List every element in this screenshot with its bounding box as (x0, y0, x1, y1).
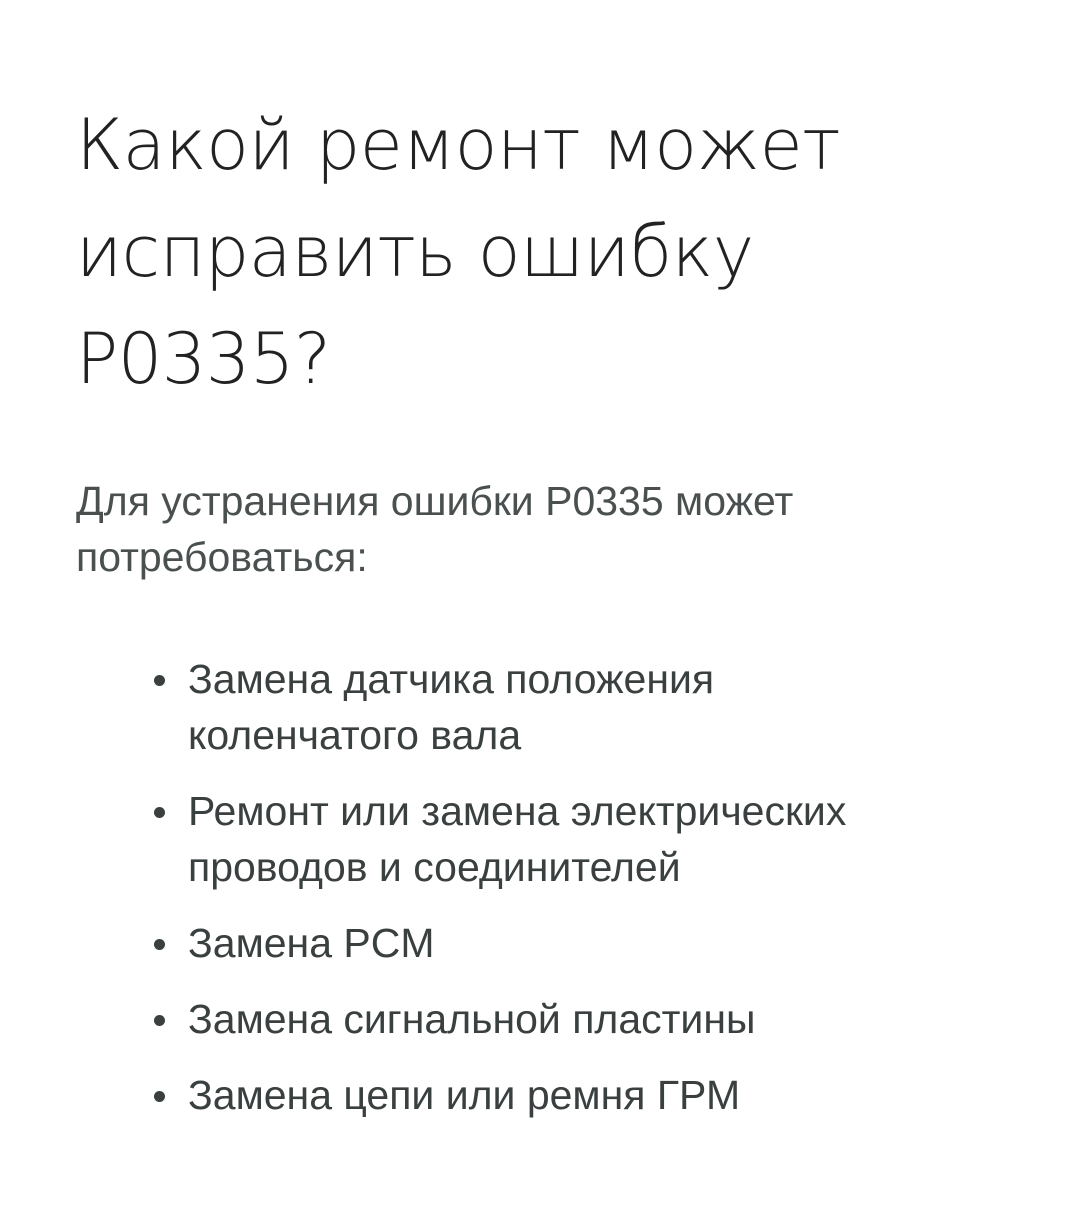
list-item (188, 991, 948, 1047)
list-item (188, 783, 948, 895)
list-item (188, 651, 948, 763)
repair-list (76, 651, 976, 1123)
bullet-icon (154, 675, 165, 686)
list-item (188, 1067, 948, 1123)
bullet-icon (154, 1091, 165, 1102)
list-item-text: Замена цепи или ремня ГРМ (188, 1072, 741, 1118)
list-item-text: Замена PCM (188, 920, 435, 966)
article-intro: Для устранения ошибки P0335 может потребоваться: (76, 478, 794, 580)
list-item-text: Замена сигнальной пластины (188, 996, 756, 1042)
bullet-icon (154, 1015, 165, 1026)
list-item-text: Замена датчика положения коленчатого вала (188, 656, 715, 758)
article-title: Какой ремонт может исправить ошибку P0335? (76, 104, 841, 400)
bullet-icon (154, 807, 165, 818)
list-item-text: Ремонт или замена электрических проводов и соединителей (188, 788, 847, 890)
article-content (76, 92, 976, 1143)
bullet-icon (154, 939, 165, 950)
list-item (188, 915, 948, 971)
